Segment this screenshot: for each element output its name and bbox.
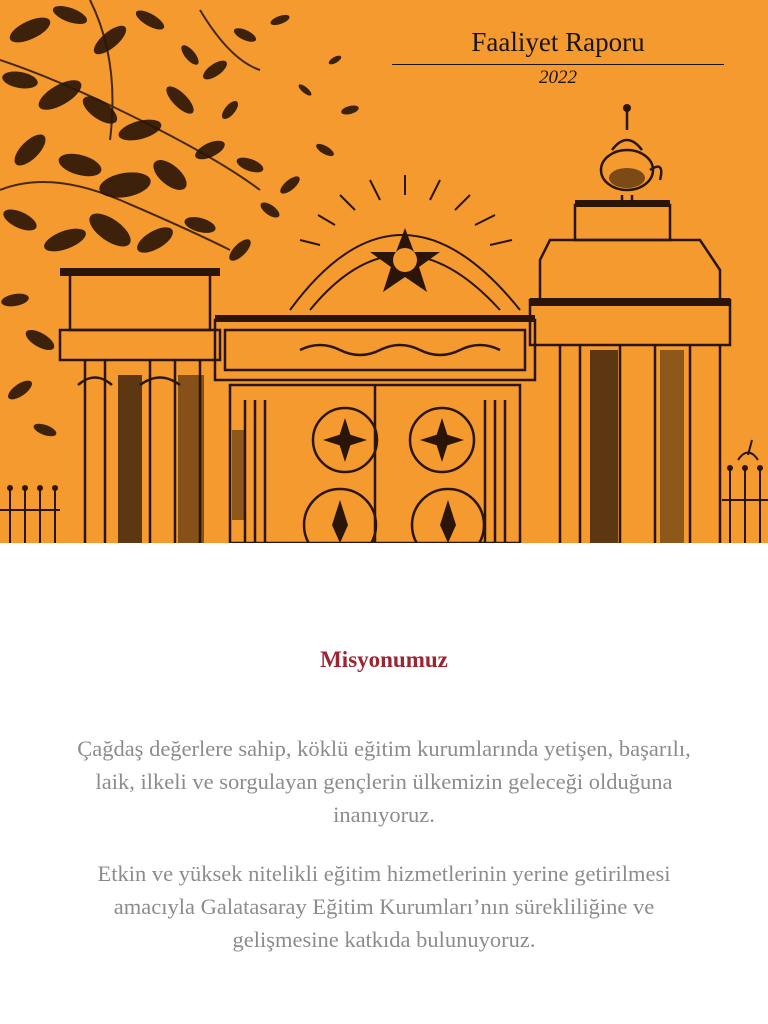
report-title: Faaliyet Raporu [392,24,724,65]
report-title-block [392,24,724,89]
mission-heading: Misyonumuz [320,647,448,672]
report-year: 2022 [539,67,577,88]
mission-section [0,640,768,982]
mission-paragraph-2: Etkin ve yüksek nitelikli eğitim hizmetlerinin yerine getirilmesi amacıyla Galatasaray Eğitim Kurumları’nın sürekliliğine ve gelişmesine katkıda bulunuyoruz. [97,861,671,952]
mission-paragraph-1: Çağdaş değerlere sahip, köklü eğitim kurumlarında yetişen, başarılı, laik, ilkeli ve sorgulayan gençlerin ülkemizin geleceği olduğuna inanıyoruz. [77,736,691,827]
